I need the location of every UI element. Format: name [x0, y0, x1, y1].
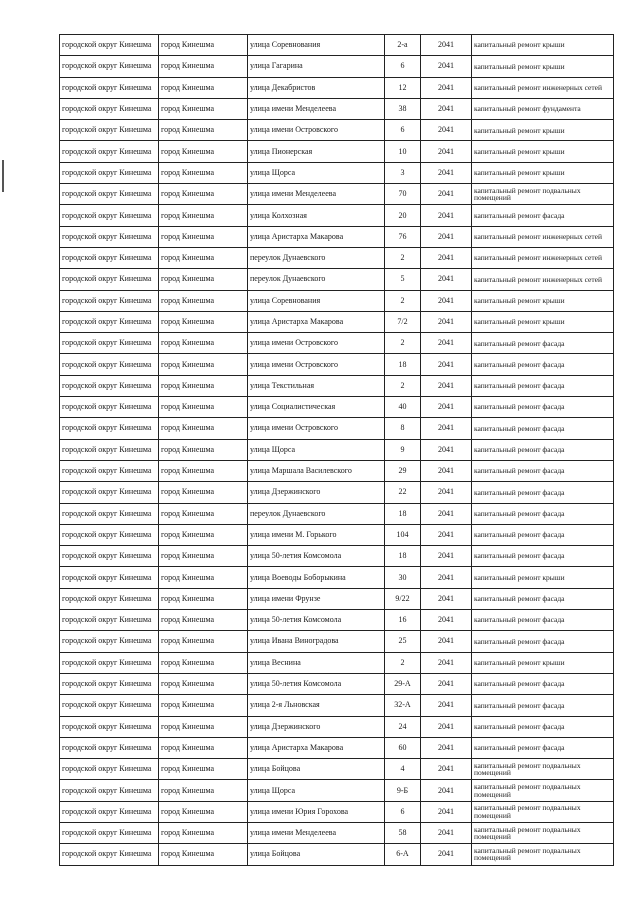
work-type-cell: капитальный ремонт подвальных помещений	[472, 844, 614, 865]
settlement-cell: город Кинешма	[159, 397, 248, 418]
street-cell: улица Веснина	[248, 652, 385, 673]
year-cell: 2041	[421, 354, 472, 375]
municipality-cell: городской округ Кинешма	[60, 673, 159, 694]
table-body	[60, 35, 614, 866]
house-number-cell: 30	[385, 567, 421, 588]
table-row	[60, 205, 614, 226]
year-cell: 2041	[421, 588, 472, 609]
work-type-cell: капитальный ремонт крыши	[472, 290, 614, 311]
street-cell: улица Ивана Виноградова	[248, 631, 385, 652]
table-row	[60, 652, 614, 673]
house-number-cell: 2	[385, 333, 421, 354]
house-number-cell: 3	[385, 162, 421, 183]
settlement-cell: город Кинешма	[159, 98, 248, 119]
work-type-cell: капитальный ремонт крыши	[472, 652, 614, 673]
street-cell: переулок Дунаевского	[248, 269, 385, 290]
municipality-cell: городской округ Кинешма	[60, 759, 159, 780]
year-cell: 2041	[421, 162, 472, 183]
table-row	[60, 482, 614, 503]
municipality-cell: городской округ Кинешма	[60, 567, 159, 588]
year-cell: 2041	[421, 35, 472, 56]
settlement-cell: город Кинешма	[159, 311, 248, 332]
street-cell: переулок Дунаевского	[248, 247, 385, 268]
settlement-cell: город Кинешма	[159, 439, 248, 460]
year-cell: 2041	[421, 77, 472, 98]
municipality-cell: городской округ Кинешма	[60, 77, 159, 98]
work-type-cell: капитальный ремонт фундамента	[472, 98, 614, 119]
house-number-cell: 18	[385, 354, 421, 375]
settlement-cell: город Кинешма	[159, 652, 248, 673]
settlement-cell: город Кинешма	[159, 205, 248, 226]
table-row	[60, 673, 614, 694]
year-cell: 2041	[421, 120, 472, 141]
settlement-cell: город Кинешма	[159, 247, 248, 268]
year-cell: 2041	[421, 98, 472, 119]
table-row	[60, 695, 614, 716]
settlement-cell: город Кинешма	[159, 418, 248, 439]
table-row	[60, 737, 614, 758]
municipality-cell: городской округ Кинешма	[60, 737, 159, 758]
work-type-cell: капитальный ремонт крыши	[472, 311, 614, 332]
table-row	[60, 56, 614, 77]
house-number-cell: 25	[385, 631, 421, 652]
street-cell: улица имени Юрия Горохова	[248, 801, 385, 822]
street-cell: улица 50-летия Комсомола	[248, 546, 385, 567]
table-row	[60, 439, 614, 460]
settlement-cell: город Кинешма	[159, 695, 248, 716]
street-cell: улица имени Островского	[248, 354, 385, 375]
street-cell: улица имени Фрунзе	[248, 588, 385, 609]
municipality-cell: городской округ Кинешма	[60, 35, 159, 56]
municipality-cell: городской округ Кинешма	[60, 141, 159, 162]
municipality-cell: городской округ Кинешма	[60, 311, 159, 332]
municipality-cell: городской округ Кинешма	[60, 503, 159, 524]
work-type-cell: капитальный ремонт фасада	[472, 695, 614, 716]
year-cell: 2041	[421, 418, 472, 439]
street-cell: улица Аристарха Макарова	[248, 737, 385, 758]
settlement-cell: город Кинешма	[159, 780, 248, 801]
work-type-cell: капитальный ремонт крыши	[472, 162, 614, 183]
municipality-cell: городской округ Кинешма	[60, 716, 159, 737]
street-cell: улица 50-летия Комсомола	[248, 610, 385, 631]
table-row	[60, 610, 614, 631]
settlement-cell: город Кинешма	[159, 822, 248, 843]
settlement-cell: город Кинешма	[159, 290, 248, 311]
settlement-cell: город Кинешма	[159, 610, 248, 631]
municipality-cell: городской округ Кинешма	[60, 120, 159, 141]
house-number-cell: 8	[385, 418, 421, 439]
street-cell: улица Бойцова	[248, 759, 385, 780]
house-number-cell: 104	[385, 524, 421, 545]
table-row	[60, 354, 614, 375]
table-row	[60, 397, 614, 418]
street-cell: улица Дзержинского	[248, 716, 385, 737]
year-cell: 2041	[421, 184, 472, 205]
settlement-cell: город Кинешма	[159, 35, 248, 56]
table-row	[60, 716, 614, 737]
work-type-cell: капитальный ремонт крыши	[472, 141, 614, 162]
work-type-cell: капитальный ремонт фасада	[472, 482, 614, 503]
street-cell: улица Аристарха Макарова	[248, 226, 385, 247]
municipality-cell: городской округ Кинешма	[60, 226, 159, 247]
house-number-cell: 20	[385, 205, 421, 226]
table-row	[60, 460, 614, 481]
settlement-cell: город Кинешма	[159, 120, 248, 141]
year-cell: 2041	[421, 610, 472, 631]
settlement-cell: город Кинешма	[159, 673, 248, 694]
year-cell: 2041	[421, 290, 472, 311]
house-number-cell: 32-А	[385, 695, 421, 716]
year-cell: 2041	[421, 141, 472, 162]
table-row	[60, 226, 614, 247]
house-number-cell: 9-Б	[385, 780, 421, 801]
house-number-cell: 2	[385, 247, 421, 268]
street-cell: улица Колхозная	[248, 205, 385, 226]
street-cell: улица Социалистическая	[248, 397, 385, 418]
municipality-cell: городской округ Кинешма	[60, 247, 159, 268]
street-cell: улица имени М. Горького	[248, 524, 385, 545]
settlement-cell: город Кинешма	[159, 524, 248, 545]
house-number-cell: 2-а	[385, 35, 421, 56]
street-cell: улица Дзержинского	[248, 482, 385, 503]
table-row	[60, 290, 614, 311]
table-row	[60, 844, 614, 865]
street-cell: улица Соревнования	[248, 35, 385, 56]
municipality-cell: городской округ Кинешма	[60, 524, 159, 545]
year-cell: 2041	[421, 524, 472, 545]
table-row	[60, 184, 614, 205]
table-row	[60, 98, 614, 119]
work-type-cell: капитальный ремонт фасада	[472, 673, 614, 694]
settlement-cell: город Кинешма	[159, 354, 248, 375]
work-type-cell: капитальный ремонт фасада	[472, 716, 614, 737]
table-row	[60, 247, 614, 268]
street-cell: переулок Дунаевского	[248, 503, 385, 524]
table-row	[60, 588, 614, 609]
work-type-cell: капитальный ремонт фасада	[472, 397, 614, 418]
house-number-cell: 70	[385, 184, 421, 205]
table-row	[60, 77, 614, 98]
table-row	[60, 311, 614, 332]
house-number-cell: 10	[385, 141, 421, 162]
work-type-cell: капитальный ремонт фасада	[472, 205, 614, 226]
year-cell: 2041	[421, 652, 472, 673]
street-cell: улица имени Менделеева	[248, 98, 385, 119]
municipality-cell: городской округ Кинешма	[60, 162, 159, 183]
table-row	[60, 35, 614, 56]
house-number-cell: 60	[385, 737, 421, 758]
year-cell: 2041	[421, 56, 472, 77]
settlement-cell: город Кинешма	[159, 184, 248, 205]
year-cell: 2041	[421, 801, 472, 822]
year-cell: 2041	[421, 822, 472, 843]
settlement-cell: город Кинешма	[159, 759, 248, 780]
municipality-cell: городской округ Кинешма	[60, 780, 159, 801]
municipality-cell: городской округ Кинешма	[60, 546, 159, 567]
street-cell: улица Бойцова	[248, 844, 385, 865]
year-cell: 2041	[421, 226, 472, 247]
settlement-cell: город Кинешма	[159, 546, 248, 567]
municipality-cell: городской округ Кинешма	[60, 333, 159, 354]
street-cell: улица имени Островского	[248, 333, 385, 354]
year-cell: 2041	[421, 205, 472, 226]
work-type-cell: капитальный ремонт фасада	[472, 503, 614, 524]
settlement-cell: город Кинешма	[159, 141, 248, 162]
settlement-cell: город Кинешма	[159, 460, 248, 481]
house-number-cell: 18	[385, 503, 421, 524]
street-cell: улица 50-летия Комсомола	[248, 673, 385, 694]
work-type-cell: капитальный ремонт фасада	[472, 588, 614, 609]
work-type-cell: капитальный ремонт фасада	[472, 439, 614, 460]
house-number-cell: 58	[385, 822, 421, 843]
work-type-cell: капитальный ремонт фасада	[472, 375, 614, 396]
work-type-cell: капитальный ремонт крыши	[472, 56, 614, 77]
work-type-cell: капитальный ремонт фасада	[472, 524, 614, 545]
house-number-cell: 2	[385, 290, 421, 311]
municipality-cell: городской округ Кинешма	[60, 822, 159, 843]
house-number-cell: 24	[385, 716, 421, 737]
work-type-cell: капитальный ремонт инженерных сетей	[472, 247, 614, 268]
street-cell: улица Гагарина	[248, 56, 385, 77]
street-cell: улица Маршала Василевского	[248, 460, 385, 481]
year-cell: 2041	[421, 844, 472, 865]
municipality-cell: городской округ Кинешма	[60, 290, 159, 311]
work-type-cell: капитальный ремонт фасада	[472, 546, 614, 567]
table-row	[60, 418, 614, 439]
year-cell: 2041	[421, 247, 472, 268]
table-row	[60, 567, 614, 588]
work-type-cell: капитальный ремонт фасада	[472, 354, 614, 375]
year-cell: 2041	[421, 631, 472, 652]
year-cell: 2041	[421, 460, 472, 481]
table-row	[60, 162, 614, 183]
house-number-cell: 2	[385, 652, 421, 673]
municipality-cell: городской округ Кинешма	[60, 631, 159, 652]
work-type-cell: капитальный ремонт крыши	[472, 567, 614, 588]
settlement-cell: город Кинешма	[159, 482, 248, 503]
house-number-cell: 2	[385, 375, 421, 396]
house-number-cell: 29	[385, 460, 421, 481]
year-cell: 2041	[421, 759, 472, 780]
street-cell: улица Текстильная	[248, 375, 385, 396]
table-row	[60, 546, 614, 567]
work-type-cell: капитальный ремонт фасада	[472, 737, 614, 758]
table-row	[60, 524, 614, 545]
street-cell: улица Щорса	[248, 439, 385, 460]
house-number-cell: 40	[385, 397, 421, 418]
municipality-cell: городской округ Кинешма	[60, 439, 159, 460]
year-cell: 2041	[421, 567, 472, 588]
settlement-cell: город Кинешма	[159, 333, 248, 354]
year-cell: 2041	[421, 780, 472, 801]
work-type-cell: капитальный ремонт крыши	[472, 120, 614, 141]
table-row	[60, 333, 614, 354]
work-type-cell: капитальный ремонт подвальных помещений	[472, 780, 614, 801]
municipality-cell: городской округ Кинешма	[60, 482, 159, 503]
year-cell: 2041	[421, 673, 472, 694]
year-cell: 2041	[421, 695, 472, 716]
municipality-cell: городской округ Кинешма	[60, 56, 159, 77]
house-number-cell: 6	[385, 120, 421, 141]
municipality-cell: городской округ Кинешма	[60, 652, 159, 673]
municipality-cell: городской округ Кинешма	[60, 610, 159, 631]
work-type-cell: капитальный ремонт фасада	[472, 333, 614, 354]
street-cell: улица имени Менделеева	[248, 184, 385, 205]
municipality-cell: городской округ Кинешма	[60, 205, 159, 226]
street-cell: улица Соревнования	[248, 290, 385, 311]
table-row	[60, 503, 614, 524]
street-cell: улица Пионерская	[248, 141, 385, 162]
municipality-cell: городской округ Кинешма	[60, 801, 159, 822]
settlement-cell: город Кинешма	[159, 77, 248, 98]
house-number-cell: 9	[385, 439, 421, 460]
settlement-cell: город Кинешма	[159, 844, 248, 865]
year-cell: 2041	[421, 397, 472, 418]
house-number-cell: 5	[385, 269, 421, 290]
table-row	[60, 375, 614, 396]
street-cell: улица имени Островского	[248, 418, 385, 439]
municipality-cell: городской округ Кинешма	[60, 98, 159, 119]
work-type-cell: капитальный ремонт подвальных помещений	[472, 184, 614, 205]
work-type-cell: капитальный ремонт инженерных сетей	[472, 269, 614, 290]
municipality-cell: городской округ Кинешма	[60, 460, 159, 481]
year-cell: 2041	[421, 546, 472, 567]
settlement-cell: город Кинешма	[159, 162, 248, 183]
house-number-cell: 4	[385, 759, 421, 780]
municipality-cell: городской округ Кинешма	[60, 588, 159, 609]
settlement-cell: город Кинешма	[159, 56, 248, 77]
house-number-cell: 7/2	[385, 311, 421, 332]
house-number-cell: 76	[385, 226, 421, 247]
house-number-cell: 6	[385, 56, 421, 77]
year-cell: 2041	[421, 737, 472, 758]
year-cell: 2041	[421, 439, 472, 460]
street-cell: улица Воеводы Боборыкина	[248, 567, 385, 588]
settlement-cell: город Кинешма	[159, 269, 248, 290]
table-row	[60, 269, 614, 290]
municipality-cell: городской округ Кинешма	[60, 418, 159, 439]
table-row	[60, 120, 614, 141]
settlement-cell: город Кинешма	[159, 567, 248, 588]
settlement-cell: город Кинешма	[159, 716, 248, 737]
year-cell: 2041	[421, 269, 472, 290]
repair-schedule-table	[59, 34, 614, 866]
house-number-cell: 6-А	[385, 844, 421, 865]
street-cell: улица имени Менделеева	[248, 822, 385, 843]
street-cell: улица 2-я Льновская	[248, 695, 385, 716]
house-number-cell: 9/22	[385, 588, 421, 609]
year-cell: 2041	[421, 482, 472, 503]
settlement-cell: город Кинешма	[159, 631, 248, 652]
work-type-cell: капитальный ремонт подвальных помещений	[472, 822, 614, 843]
municipality-cell: городской округ Кинешма	[60, 397, 159, 418]
street-cell: улица Декабристов	[248, 77, 385, 98]
work-type-cell: капитальный ремонт инженерных сетей	[472, 226, 614, 247]
table-row	[60, 141, 614, 162]
table-row	[60, 780, 614, 801]
work-type-cell: капитальный ремонт подвальных помещений	[472, 759, 614, 780]
settlement-cell: город Кинешма	[159, 801, 248, 822]
work-type-cell: капитальный ремонт фасада	[472, 460, 614, 481]
table-row	[60, 801, 614, 822]
year-cell: 2041	[421, 375, 472, 396]
municipality-cell: городской округ Кинешма	[60, 269, 159, 290]
work-type-cell: капитальный ремонт фасада	[472, 631, 614, 652]
table-row	[60, 759, 614, 780]
house-number-cell: 16	[385, 610, 421, 631]
work-type-cell: капитальный ремонт инженерных сетей	[472, 77, 614, 98]
year-cell: 2041	[421, 333, 472, 354]
work-type-cell: капитальный ремонт фасада	[472, 418, 614, 439]
margin-mark	[2, 160, 4, 192]
settlement-cell: город Кинешма	[159, 375, 248, 396]
house-number-cell: 29-А	[385, 673, 421, 694]
work-type-cell: капитальный ремонт подвальных помещений	[472, 801, 614, 822]
year-cell: 2041	[421, 503, 472, 524]
municipality-cell: городской округ Кинешма	[60, 844, 159, 865]
house-number-cell: 18	[385, 546, 421, 567]
year-cell: 2041	[421, 311, 472, 332]
work-type-cell: капитальный ремонт фасада	[472, 610, 614, 631]
street-cell: улица Аристарха Макарова	[248, 311, 385, 332]
house-number-cell: 6	[385, 801, 421, 822]
municipality-cell: городской округ Кинешма	[60, 375, 159, 396]
settlement-cell: город Кинешма	[159, 588, 248, 609]
house-number-cell: 22	[385, 482, 421, 503]
municipality-cell: городской округ Кинешма	[60, 695, 159, 716]
table-row	[60, 631, 614, 652]
settlement-cell: город Кинешма	[159, 737, 248, 758]
work-type-cell: капитальный ремонт крыши	[472, 35, 614, 56]
settlement-cell: город Кинешма	[159, 503, 248, 524]
street-cell: улица имени Островского	[248, 120, 385, 141]
municipality-cell: городской округ Кинешма	[60, 184, 159, 205]
settlement-cell: город Кинешма	[159, 226, 248, 247]
municipality-cell: городской округ Кинешма	[60, 354, 159, 375]
street-cell: улица Щорса	[248, 780, 385, 801]
year-cell: 2041	[421, 716, 472, 737]
street-cell: улица Щорса	[248, 162, 385, 183]
house-number-cell: 38	[385, 98, 421, 119]
table-row	[60, 822, 614, 843]
house-number-cell: 12	[385, 77, 421, 98]
